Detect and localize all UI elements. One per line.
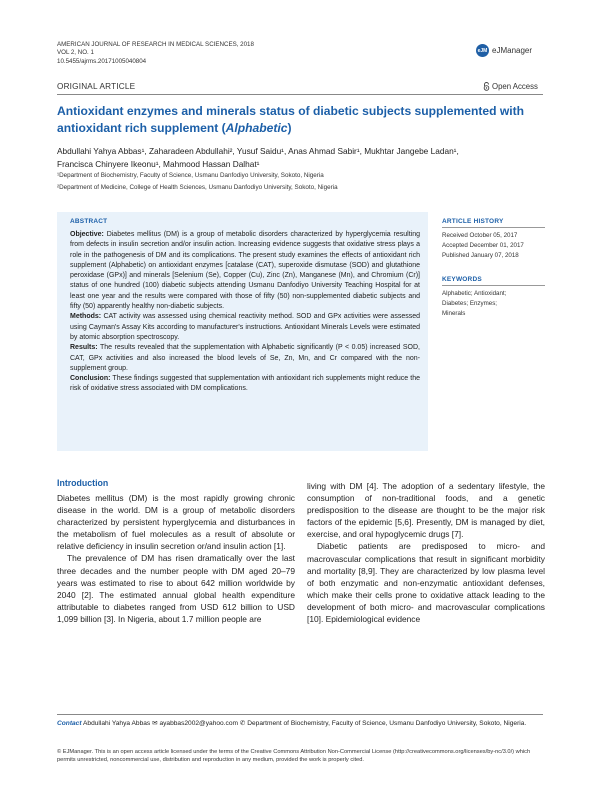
contact-block: [57, 719, 543, 729]
open-access-lock-icon: [483, 82, 490, 91]
keywords-list: [442, 289, 506, 319]
body-column-left: [57, 492, 295, 625]
abstract-methods: [70, 312, 420, 343]
objective-text: Diabetes mellitus (DM) is a group of metabolic disorders characterized by hyperglycemia resulting from defects in insulin secretion and/or insulin action. Increasing evidence suggests that oxidative stress plays a role in the pathogenesis of DM and its complications. The present study examines the effects of antioxidant rich supplement (Alphabetic) on antioxidant enzymes [catalase (CAT), superoxide dismutase (SOD) and glutathione peroxidase (GPx)] and minerals [Selenium (Se), Copper (Cu), Zinc (Zn), Manganese (Mn), and Chromium (Cr)] status of one hundred (100) diabetic subjects attending Usmanu Danfodiyo University Teaching Hospital for at least one year and the results were compared with those of fifty (50) non-supplemented diabetic subjects and fifty (50) apparently healthy non-diabetic subjects.: [70, 231, 420, 311]
keywords-heading: KEYWORDS: [442, 276, 482, 283]
keywords-line-3: Minerals: [442, 310, 466, 317]
introduction-heading: Introduction: [57, 478, 109, 488]
results-label: Results:: [70, 344, 98, 352]
address-icon: ✆: [239, 720, 246, 727]
contact-email[interactable]: ayabbas2002@yahoo.com: [159, 720, 238, 727]
published-date: Published January 07, 2018: [442, 252, 519, 259]
keywords-line-2: Diabetes; Enzymes;: [442, 300, 498, 307]
article-history-heading: ARTICLE HISTORY: [442, 218, 504, 225]
abstract-body: [70, 230, 420, 395]
abstract-objective: [70, 230, 420, 312]
article-type: ORIGINAL ARTICLE: [57, 82, 136, 91]
contact-address: Department of Biochemistry, Faculty of Science, Usmanu Danfodiyo University, Sokoto, Nigeria.: [247, 720, 527, 727]
received-date: Received October 05, 2017: [442, 232, 518, 239]
intro-paragraph-2: The prevalence of DM has risen dramatically over the last three decades and the number people with DM aged 20–79 years was estimated to rise to about 642 million worldwide by 2040 [2]. The estimated annual global health expenditure attributable to diabetes ranged from USD 612 billion to USD 1,099 billion [3]. In Nigeria, about 1.7 million people are: [57, 553, 295, 624]
body-column-right: [307, 480, 545, 625]
ejmanager-logo-icon: eJM: [476, 44, 489, 57]
author-list: [57, 145, 547, 171]
abstract-heading: ABSTRACT: [70, 218, 108, 225]
contact-label: Contact: [57, 720, 82, 727]
abstract-results: [70, 343, 420, 374]
journal-name: AMERICAN JOURNAL OF RESEARCH IN MEDICAL SCIENCES, 2018: [57, 41, 254, 48]
keywords-divider: [442, 285, 545, 286]
publisher-name: eJManager: [492, 46, 533, 55]
article-history: [442, 231, 524, 261]
journal-doi[interactable]: 10.5455/ajrms.20171005040804: [57, 57, 147, 65]
authors-line-2: Francisca Chinyere Ikeonu¹, Mahmood Hassan Dalhat¹: [57, 159, 260, 169]
keywords-line-1: Alphabetic; Antioxidant;: [442, 290, 507, 297]
objective-label: Objective:: [70, 231, 104, 238]
affiliation-1: ¹Department of Biochemistry, Faculty of Science, Usmanu Danfodiyo University, Sokoto, Nigeria: [57, 172, 324, 179]
accepted-date: Accepted December 01, 2017: [442, 242, 524, 249]
affiliation-2: ²Department of Medicine, College of Health Sciences, Usmanu Danfodiyo University, Sokoto, Nigeria: [57, 184, 338, 191]
methods-text: CAT activity was assessed using chemical reactivity method. SOD and GPx activities were assessed using Cayman's Assay Kits according to manufacturer's instructions. Antioxidant Minerals Levels were estimated by atomic absorption spectroscopy.: [70, 313, 420, 341]
methods-label: Methods:: [70, 313, 102, 321]
publisher-logo: [476, 44, 532, 57]
intro-paragraph-4: Diabetic patients are predisposed to micro- and macrovascular complications that result in significant morbidity and mortality [8,9]. They are characterized by low plasma level of both enzymatic and non-enzymatic antioxidant defenses, which make their cells prone to oxidative attack leading to the development of both micro- and macrovascular complications [10]. Epidemiological evidence: [307, 541, 545, 625]
email-icon: ✉: [152, 720, 158, 727]
conclusion-text: These findings suggested that supplementation with antioxidant rich supplements might reduce the risk of oxidative stress associated with DM complications.: [70, 375, 420, 393]
open-access-label: Open Access: [492, 82, 538, 91]
title-italic: Alphabetic: [225, 121, 288, 135]
conclusion-label: Conclusion:: [70, 375, 111, 383]
contact-name: Abdullahi Yahya Abbas: [83, 720, 151, 727]
open-access-badge: [483, 82, 538, 91]
history-divider: [442, 227, 545, 228]
intro-paragraph-1: Diabetes mellitus (DM) is the most rapidly growing chronic disease in the world. DM is a group of metabolic disorders characterized by persistent hyperglycemia and disturbances in the metabolism of fuel molecules as a result of absolute or relative deficiency in insulin secretion or/and insulin action [1].: [57, 493, 295, 552]
title-main: Antioxidant enzymes and minerals status of diabetic subjects supplemented with antioxidant rich supplement (: [57, 104, 525, 135]
results-text: The results revealed that the supplementation with Alphabetic significantly (P < 0.05) increased SOD, CAT, GPx activities and also increased the blood levels of Se, Zn, Mn, and Cr compared with the non-supplement group.: [70, 344, 420, 372]
license-notice: © EJManager. This is an open access article licensed under the terms of the Creative Commons Attribution Non-Commercial License (http://creativecommons.org/licenses/by-nc/3.0/) which permits unrestricted, noncommercial use, distribution and reproduction in any medium, provided the work is properly cited.: [57, 749, 531, 764]
header-divider: [57, 94, 543, 95]
journal-info: [57, 41, 254, 66]
abstract-conclusion: [70, 374, 420, 395]
journal-volume: VOL 2, NO. 1: [57, 49, 94, 57]
intro-paragraph-3: living with DM [4]. The adoption of a sedentary lifestyle, the consumption of non-traditional foods, and a genetic predisposition to the disease are thought to be the major risk factors of the epidemic [5,6]. Presently, DM is managed by diet, exercise, and oral hypoglycemic drugs [7].: [307, 481, 545, 540]
authors-line-1: Abdullahi Yahya Abbas¹, Zaharadeen Abdullahi², Yusuf Saidu¹, Anas Ahmad Sabir¹, Mukhtar Jangebe Ladan¹,: [57, 146, 459, 156]
article-title: [57, 103, 547, 137]
footer-divider: [57, 714, 543, 715]
title-end: ): [287, 121, 292, 135]
